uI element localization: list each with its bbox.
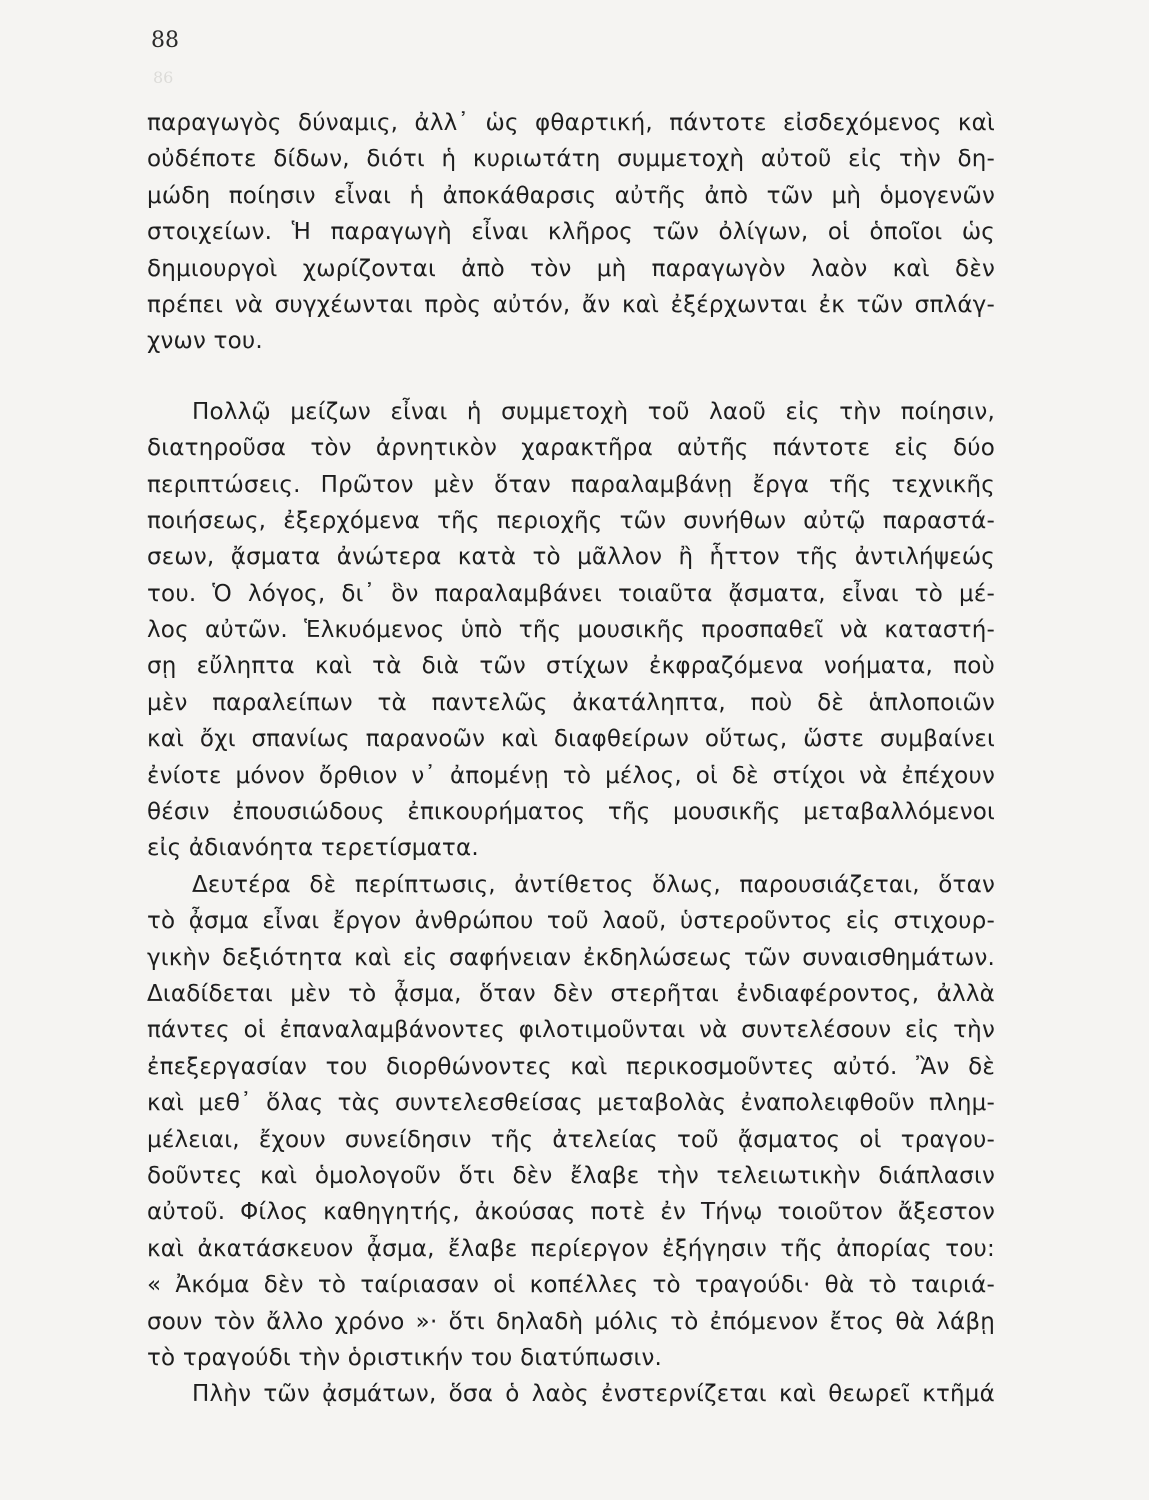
text-line: ἐπεξεργασίαν του διορθώνοντες καὶ περικοσμοῦντες αὐτό. Ἂν δὲ <box>147 1053 995 1080</box>
text-line: Διαδίδεται μὲν τὸ ᾆσμα, ὅταν δὲν στερῆται ἐνδιαφέροντος, ἀλλὰ <box>147 980 995 1007</box>
text-line: καὶ μεθ᾽ ὅλας τὰς συντελεσθείσας μεταβολὰς ἐναπολειφθοῦν πλημ- <box>147 1090 995 1117</box>
paragraph-gap <box>147 360 995 394</box>
text-line: δημιουργοὶ χωρίζονται ἀπὸ τὸν μὴ παραγωγὸν λαὸν καὶ δὲν <box>147 255 995 282</box>
text-line: καὶ ἀκατάσκευον ᾆσμα, ἔλαβε περίεργον ἐξήγησιν τῆς ἀπορίας του: <box>147 1235 995 1262</box>
text-line: θέσιν ἐπουσιώδους ἐπικουρήματος τῆς μουσικῆς μεταβαλλόμενοι <box>147 799 995 826</box>
text-line: ποιήσεως, ἐξερχόμενα τῆς περιοχῆς τῶν συνήθων αὐτῷ παραστά- <box>147 507 995 534</box>
text-line: σουν τὸν ἄλλο χρόνο »· ὅτι δηλαδὴ μόλις τὸ ἐπόμενον ἔτος θὰ λάβῃ <box>147 1308 995 1335</box>
paragraph-2 <box>147 394 995 867</box>
text-line: καὶ ὄχι σπανίως παρανοῶν καὶ διαφθείρων οὕτως, ὥστε συμβαίνει <box>147 726 995 753</box>
text-line: μὲν παραλείπων τὰ παντελῶς ἀκατάληπτα, ποὺ δὲ ἁπλοποιῶν <box>147 689 995 716</box>
text-line: ἐνίοτε μόνον ὄρθιον ν᾽ ἀπομένῃ τὸ μέλος, οἱ δὲ στίχοι νὰ ἐπέχουν <box>147 762 995 789</box>
text-line: εἰς ἀδιανόητα τερετίσματα. <box>147 835 479 862</box>
text-line: Δευτέρα δὲ περίπτωσις, ἀντίθετος ὅλως, παρουσιάζεται, ὅταν <box>192 871 995 898</box>
text-line: τὸ ᾆσμα εἶναι ἔργον ἀνθρώπου τοῦ λαοῦ, ὑστεροῦντος εἰς στιχουρ- <box>147 908 995 935</box>
text-line: χνων του. <box>147 328 263 355</box>
text-line: γικὴν δεξιότητα καὶ εἰς σαφήνειαν ἐκδηλώσεως τῶν συναισθημάτων. <box>147 944 995 971</box>
text-line: μέλειαι, ἔχουν συνείδησιν τῆς ἀτελείας τοῦ ᾄσματος οἱ τραγου- <box>147 1126 995 1153</box>
text-line: σεων, ᾄσματα ἀνώτερα κατὰ τὸ μᾶλλον ἢ ἧττον τῆς ἀντιλήψεώς <box>147 544 995 571</box>
text-line: Πολλῷ μείζων εἶναι ἡ συμμετοχὴ τοῦ λαοῦ εἰς τὴν ποίησιν, <box>192 398 995 425</box>
text-line: παραγωγὸς δύναμις, ἀλλ᾽ ὡς φθαρτική, πάντοτε εἰσδεχόμενος καὶ <box>147 110 995 136</box>
paragraph-4 <box>147 1376 995 1412</box>
text-line: δοῦντες καὶ ὁμολογοῦν ὅτι δὲν ἔλαβε τὴν τελειωτικὴν διάπλασιν <box>147 1162 995 1189</box>
paragraph-3 <box>147 867 995 1376</box>
text-line: του. Ὁ λόγος, δι᾽ ὃν παραλαμβάνει τοιαῦτα ᾄσματα, εἶναι τὸ μέ- <box>147 580 995 607</box>
text-line: μώδη ποίησιν εἶναι ἡ ἀποκάθαρσις αὐτῆς ἀπὸ τῶν μὴ ὁμογενῶν <box>147 182 995 209</box>
text-line: πρέπει νὰ συγχέωνται πρὸς αὐτόν, ἄν καὶ ἐξέρχωνται ἐκ τῶν σπλάγ- <box>147 291 995 318</box>
faint-bleed-through-number: 86 <box>153 68 174 87</box>
body-text <box>147 105 995 1413</box>
text-line: περιπτώσεις. Πρῶτον μὲν ὅταν παραλαμβάνῃ ἔργα τῆς τεχνικῆς <box>147 471 995 498</box>
text-line: Πλὴν τῶν ᾀσμάτων, ὅσα ὁ λαὸς ἐνστερνίζεται καὶ θεωρεῖ κτῆμά <box>192 1381 995 1408</box>
text-line: τὸ τραγούδι τὴν ὁριστικήν του διατύπωσιν. <box>147 1344 663 1371</box>
text-line: αὐτοῦ. Φίλος καθηγητής, ἀκούσας ποτὲ ἐν Τήνῳ τοιοῦτον ἄξεστον <box>147 1199 995 1226</box>
page-number: 88 <box>151 28 179 53</box>
text-line: διατηροῦσα τὸν ἀρνητικὸν χαρακτῆρα αὐτῆς πάντοτε εἰς δύο <box>147 435 995 462</box>
text-line: πάντες οἱ ἐπαναλαμβάνοντες φιλοτιμοῦνται νὰ συντελέσουν εἰς τὴν <box>147 1017 995 1044</box>
text-line: λος αὐτῶν. Ἑλκυόμενος ὑπὸ τῆς μουσικῆς προσπαθεῖ νὰ καταστή- <box>147 617 995 644</box>
paragraph-1 <box>147 105 995 360</box>
text-line: σῃ εὔληπτα καὶ τὰ διὰ τῶν στίχων ἐκφραζόμενα νοήματα, ποὺ <box>147 653 995 680</box>
text-line: « Ἀκόμα δὲν τὸ ταίριασαν οἱ κοπέλλες τὸ τραγούδι· θὰ τὸ ταιριά- <box>147 1272 995 1299</box>
text-line: οὐδέποτε δίδων, διότι ἡ κυριωτάτη συμμετοχὴ αὐτοῦ εἰς τὴν δη- <box>147 146 995 173</box>
text-line: στοιχείων. Ἡ παραγωγὴ εἶναι κλῆρος τῶν ὀλίγων, οἱ ὁποῖοι ὡς <box>147 219 995 246</box>
